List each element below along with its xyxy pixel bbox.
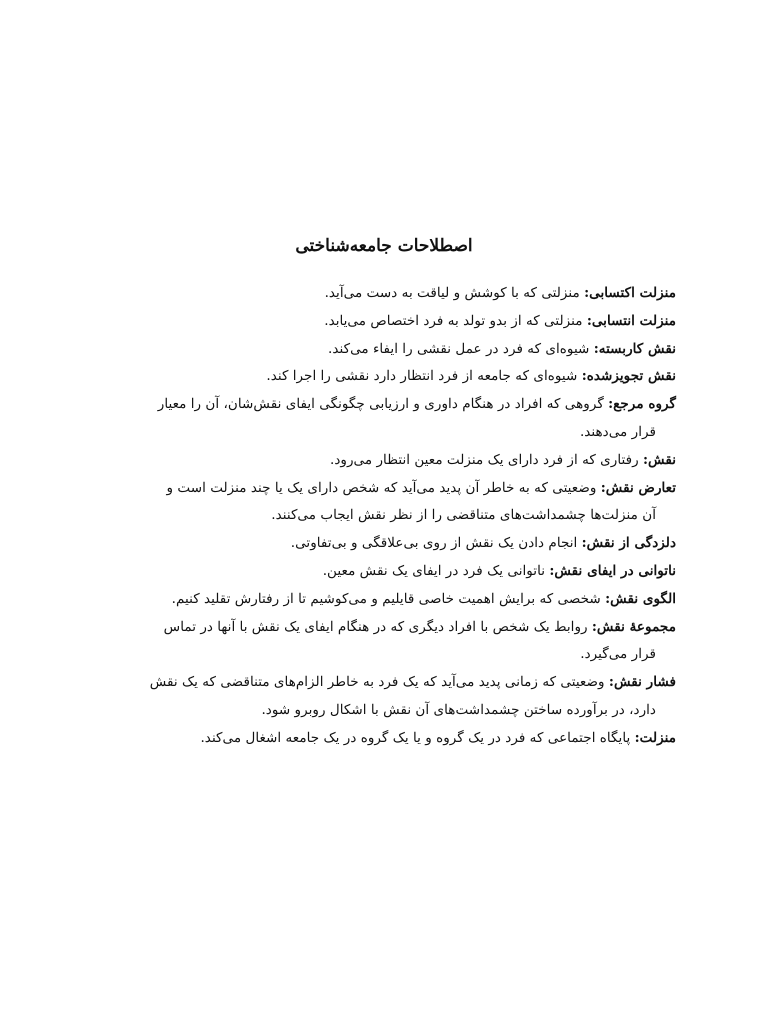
glossary-definition: وضعیتی که به خاطر آن پدید می‌آید که شخص دارای یک یا چند منزلت است و [166,479,601,496]
glossary-entry [96,725,676,753]
glossary-term: نقش تجویزشده: [581,368,676,385]
glossary-entry [96,475,676,531]
glossary-entry [96,614,676,670]
glossary-definition: رفتاری که از فرد دارای یک منزلت معین انتظار می‌رود. [330,451,643,468]
glossary-definition: انجام دادن یک نقش از روی بی‌علاقگی و بی‌تفاوتی. [290,535,582,552]
glossary-term: نقش: [642,451,676,468]
glossary-entry [96,363,676,391]
glossary-definition: گروهی که افراد در هنگام داوری و ارزیابی چگونگی ایفای نقش‌شان، آن را معیار [157,396,609,413]
glossary-definition-continuation: آن منزلت‌ها چشمداشت‌های متناقضی را از نظر نقش ایجاب می‌کنند. [271,507,656,524]
glossary-term: ناتوانی در ایفای نقش: [549,562,676,579]
glossary-entry [96,308,676,336]
glossary-term: تعارض نقش: [600,479,676,496]
glossary-entry [96,280,676,308]
glossary-term: نقش کاربسته: [593,340,676,357]
glossary-definition: پایگاه اجتماعی که فرد در یک گروه و یا یک گروه در یک جامعه اشغال می‌کند. [200,729,635,746]
glossary-entry [96,558,676,586]
glossary-term: الگوی نقش: [605,590,676,607]
glossary-entry [96,391,676,447]
glossary-definition: منزلتی که از بدو تولد به فرد اختصاص می‌یابد. [324,312,587,329]
glossary-term: دلزدگی از نقش: [581,535,676,552]
glossary-list [96,280,676,753]
glossary-definition-continuation: قرار می‌گیرد. [580,646,656,663]
glossary-definition: شیوه‌ای که جامعه از فرد انتظار دارد نقشی را اجرا کند. [266,368,582,385]
glossary-term: منزلت اکتسابی: [584,285,676,301]
glossary-definition: شیوه‌ای که فرد در عمل نقشی را ایفاء می‌کند. [328,340,594,357]
glossary-definition: ناتوانی یک فرد در ایفای یک نقش معین. [322,562,550,579]
glossary-entry [96,530,676,558]
glossary-entry [96,336,676,364]
glossary-definition: وضعیتی که زمانی پدید می‌آید که یک فرد به خاطر الزام‌های متناقضی که یک نقش [149,674,609,691]
glossary-term: فشار نقش: [608,674,676,691]
glossary-definition: روابط یک شخص با افراد دیگری که در هنگام ایفای یک نقش با آنها در تماس [163,618,592,635]
glossary-term: منزلت انتسابی: [586,312,676,329]
glossary-term: مجموعهٔ نقش: [591,618,676,635]
glossary-definition: شخصی که برایش اهمیت خاصی قایلیم و می‌کوشیم تا از رفتارش تقلید کنیم. [171,590,606,607]
glossary-definition-continuation: قرار می‌دهند. [579,423,656,440]
glossary-term: گروه مرجع: [608,396,676,413]
glossary-definition: منزلتی که با کوشش و لیاقت به دست می‌آید. [324,285,585,301]
glossary-entry [96,447,676,475]
glossary-entry [96,586,676,614]
glossary-term: منزلت: [634,729,676,746]
glossary-definition-continuation: دارد، در برآورده ساختن چشمداشت‌های آن نقش با اشکال روبرو شود. [261,701,656,718]
glossary-entry [96,669,676,725]
page-title: اصطلاحات جامعه‌شناختی [295,236,473,257]
